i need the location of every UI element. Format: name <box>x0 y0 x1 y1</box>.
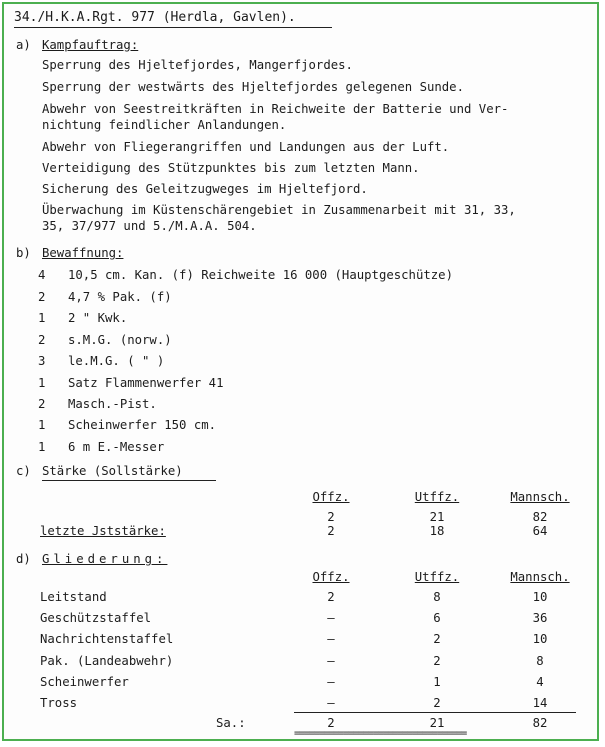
section-b-title: Bewaffnung: <box>42 246 124 260</box>
section-a-line: Sperrung der westwärts des Hjeltefjordes gelegenen Sunde. <box>42 80 464 94</box>
section-c-marker: c) <box>16 464 31 478</box>
section-c-title: Stärke (Sollstärke) <box>42 464 183 478</box>
unit-value: 2 <box>433 654 441 668</box>
weapon-qty: 2 <box>38 290 46 304</box>
unit-value: 2 <box>433 696 441 710</box>
column-header-utffz: Utffz. <box>414 570 460 584</box>
weapon-desc: s.M.G. (norw.) <box>68 333 172 347</box>
weapon-desc: le.M.G. ( " ) <box>68 354 165 368</box>
unit-value: 10 <box>532 632 548 646</box>
column-header-mannsch: Mannsch. <box>510 490 570 504</box>
column-header-mannsch: Mannsch. <box>510 570 570 584</box>
weapon-desc: Masch.-Pist. <box>68 397 157 411</box>
section-a-line: Abwehr von Fliegerangriffen und Landungen aus der Luft. <box>42 140 450 154</box>
unit-value: 4 <box>536 675 544 689</box>
unit-value: 1 <box>433 675 441 689</box>
weapon-qty: 1 <box>38 311 46 325</box>
section-d-title: Gliederung: <box>42 552 168 566</box>
section-c-underline <box>42 480 216 481</box>
section-b-marker: b) <box>16 246 31 260</box>
column-header-utffz: Utffz. <box>414 490 460 504</box>
strength-value: 82 <box>532 510 548 524</box>
document-header: 34./H.K.A.Rgt. 977 (Herdla, Gavlen). <box>14 10 296 25</box>
weapon-qty: 3 <box>38 354 46 368</box>
unit-value: – <box>327 696 335 710</box>
weapon-desc: 2 " Kwk. <box>68 311 128 325</box>
column-header-offz: Offz. <box>312 570 350 584</box>
weapon-qty: 2 <box>38 397 46 411</box>
weapon-qty: 2 <box>38 333 46 347</box>
section-a-line: Sperrung des Hjeltefjordes, Mangerfjordes. <box>42 58 353 72</box>
unit-value: – <box>327 632 335 646</box>
strength-row-label: letzte Jststärke: <box>40 524 166 538</box>
section-a-marker: a) <box>16 38 31 52</box>
strength-value: 21 <box>429 510 445 524</box>
unit-value: – <box>327 611 335 625</box>
strength-value: 18 <box>429 524 445 538</box>
strength-value: 2 <box>327 524 335 538</box>
strength-value: 64 <box>532 524 548 538</box>
weapon-desc: Scheinwerfer 150 cm. <box>68 418 217 432</box>
unit-value: 2 <box>327 590 335 604</box>
total-label: Sa.: <box>216 716 246 730</box>
unit-label: Pak. (Landeabwehr) <box>40 654 174 668</box>
total-value: 21 <box>429 716 445 730</box>
unit-value: 36 <box>532 611 548 625</box>
unit-label: Leitstand <box>40 590 107 604</box>
unit-value: 2 <box>433 632 441 646</box>
weapon-qty: 4 <box>38 268 46 282</box>
unit-label: Geschützstaffel <box>40 611 152 625</box>
unit-value: 8 <box>536 654 544 668</box>
section-a-line: 35, 37/977 und 5./M.A.A. 504. <box>42 219 257 233</box>
weapon-desc: 6 m E.-Messer <box>68 440 165 454</box>
unit-value: – <box>327 654 335 668</box>
unit-value: 8 <box>433 590 441 604</box>
section-a-title: Kampfauftrag: <box>42 38 139 52</box>
weapon-desc: 10,5 cm. Kan. (f) Reichweite 16 000 (Hauptgeschütze) <box>68 268 453 282</box>
sum-rule <box>294 712 576 713</box>
double-underline: =================================== <box>294 728 467 739</box>
unit-value: 14 <box>532 696 548 710</box>
section-a-line: nichtung feindlicher Anlandungen. <box>42 118 287 132</box>
section-a-line: Überwachung im Küstenschärengebiet in Zusammenarbeit mit 31, 33, <box>42 203 516 217</box>
strength-value: 2 <box>327 510 335 524</box>
total-value: 82 <box>532 716 548 730</box>
unit-label: Nachrichtenstaffel <box>40 632 174 646</box>
total-value: 2 <box>327 716 335 730</box>
section-d-marker: d) <box>16 552 31 566</box>
column-header-offz: Offz. <box>312 490 350 504</box>
unit-value: – <box>327 675 335 689</box>
header-underline <box>14 27 332 28</box>
document-page <box>2 2 599 741</box>
weapon-qty: 1 <box>38 418 46 432</box>
section-a-line: Verteidigung des Stützpunktes bis zum letzten Mann. <box>42 161 420 175</box>
unit-value: 6 <box>433 611 441 625</box>
weapon-desc: 4,7 % Pak. (f) <box>68 290 172 304</box>
section-a-line: Sicherung des Geleitzugweges im Hjeltefjord. <box>42 182 368 196</box>
section-a-line: Abwehr von Seestreitkräften in Reichweite der Batterie und Ver- <box>42 102 509 116</box>
unit-value: 10 <box>532 590 548 604</box>
weapon-desc: Satz Flammenwerfer 41 <box>68 376 224 390</box>
unit-label: Tross <box>40 696 78 710</box>
weapon-qty: 1 <box>38 440 46 454</box>
weapon-qty: 1 <box>38 376 46 390</box>
unit-label: Scheinwerfer <box>40 675 129 689</box>
